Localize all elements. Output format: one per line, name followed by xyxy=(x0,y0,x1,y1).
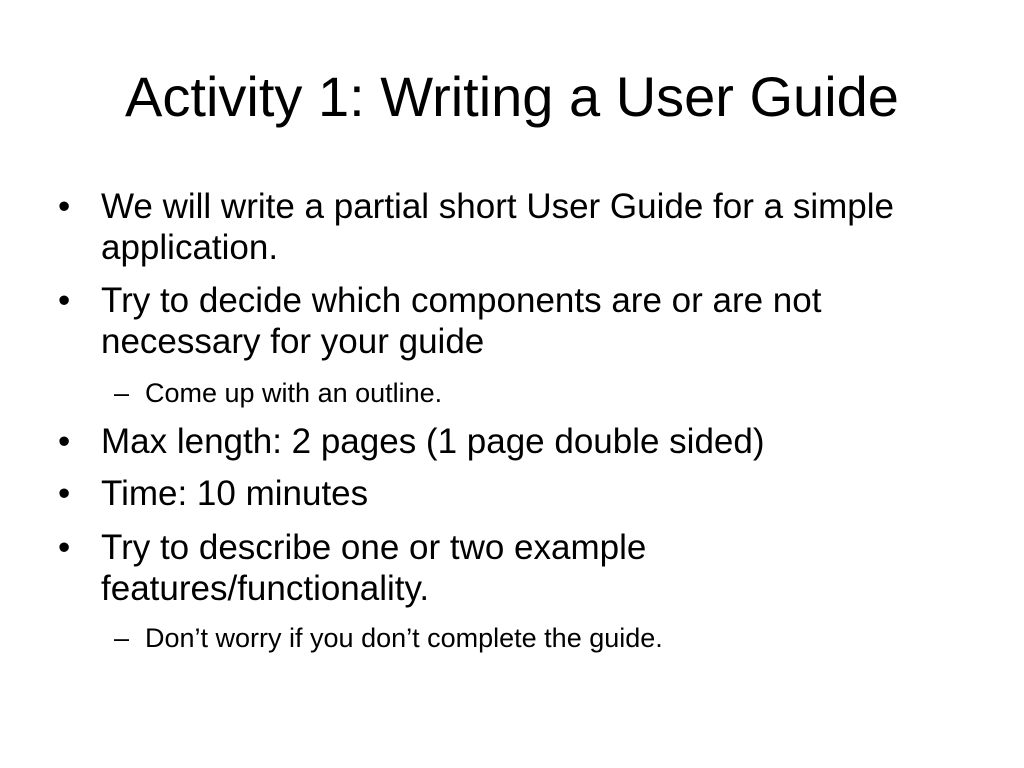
bullet-marker: • xyxy=(58,281,71,320)
bullet-text: Time: 10 minutes xyxy=(101,474,369,513)
sub-bullet-item xyxy=(114,377,964,409)
bullet-text: Max length: 2 pages (1 page double sided) xyxy=(101,422,765,461)
bullet-marker: • xyxy=(58,528,71,567)
bullet-marker: • xyxy=(58,187,71,226)
bullet-item xyxy=(58,186,958,268)
bullet-marker: • xyxy=(58,422,71,461)
bullet-item xyxy=(58,421,958,462)
bullet-item xyxy=(58,473,958,514)
bullet-item xyxy=(58,280,958,362)
bullet-text: Try to describe one or two example features/functionality. xyxy=(101,528,647,608)
bullet-text: Try to decide which components are or are not necessary for your guide xyxy=(101,281,822,361)
sub-bullet-text: Come up with an outline. xyxy=(145,378,443,408)
sub-bullet-marker: – xyxy=(114,623,130,653)
slide-title: Activity 1: Writing a User Guide xyxy=(125,65,899,128)
bullet-marker: • xyxy=(58,474,71,513)
sub-bullet-text: Don’t worry if you don’t complete the guide. xyxy=(145,623,663,653)
sub-bullet-marker: – xyxy=(114,378,130,408)
sub-bullet-item xyxy=(114,622,964,654)
bullet-text: We will write a partial short User Guide for a simple application. xyxy=(101,187,894,267)
bullet-item xyxy=(58,527,958,609)
